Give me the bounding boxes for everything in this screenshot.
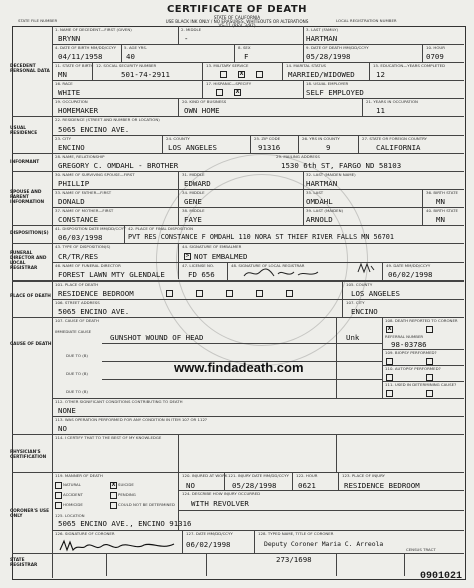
nursing-checkbox xyxy=(256,290,263,297)
injury-date: 05/28/1998 xyxy=(232,481,277,490)
state-of-california: STATE OF CALIFORNIA xyxy=(213,15,261,20)
form-revision: VS-11 (REV. 3/97) xyxy=(218,23,256,28)
manner-undetermined-label: COULD NOT BE DETERMINED xyxy=(118,502,175,507)
mother-last-name: ARNOLD xyxy=(306,215,333,224)
hour-label: 10. HOUR xyxy=(426,45,445,50)
injury-hour: 0621 xyxy=(298,481,316,490)
manner-label: 119. MANNER OF DEATH xyxy=(55,473,103,478)
father-label: 33. NAME OF FATHER—FIRST xyxy=(55,190,112,195)
registrar-label: 48. SIGNATURE OF LOCAL REGISTRAR xyxy=(231,263,305,268)
decedent-race: WHITE xyxy=(58,88,81,97)
manner-accident-checkbox xyxy=(55,492,62,499)
cause-label: 107. CAUSE OF DEATH xyxy=(55,318,99,323)
coroner-date: 06/02/1998 xyxy=(186,540,231,549)
informant-name-label: 28. NAME, RELATIONSHIP xyxy=(55,154,105,159)
operation-performed: NO xyxy=(58,424,67,433)
funeral-license: FD 656 xyxy=(188,270,215,279)
residence-city: ENCINO xyxy=(58,143,85,152)
informant-name: GREGORY C. OMDAHL - BROTHER xyxy=(58,161,179,170)
ssn-label: 12. SOCIAL SECURITY NUMBER xyxy=(96,63,157,68)
ink-instructions: USE BLACK INK ONLY / NO ERASURES, WHITEOUTS OR ALTERATIONS xyxy=(165,19,309,24)
disp-date-label: 41. DISPOSITION DATE MM/DD/CCYY xyxy=(55,226,126,231)
pod-address: 5065 ENCINO AVE. xyxy=(58,307,130,316)
watermark: www.findadeath.com xyxy=(174,360,304,375)
decedent-ssn: 501-74-2911 xyxy=(121,70,170,79)
census-tract-label: CENSUS TRACT xyxy=(406,547,436,552)
other-conditions-label: 112. OTHER SIGNIFICANT CONDITIONS CONTRIBUTING TO DEATH xyxy=(55,399,183,404)
local-registration-label: LOCAL REGISTRATION NUMBER xyxy=(336,18,397,23)
coroner-sig-label: 126. SIGNATURE OF CORONER xyxy=(55,531,115,536)
hispanic-no-checkbox: X xyxy=(235,89,240,95)
cause-interval: Unk xyxy=(346,333,360,342)
facility-address-label: 106. STREET ADDRESS xyxy=(55,300,100,305)
mother-first-name: CONSTANCE xyxy=(58,215,99,224)
residence-county: LOS ANGELES xyxy=(168,143,217,152)
residence-state: CALIFORNIA xyxy=(376,143,421,152)
military-yes-checkbox xyxy=(220,71,227,78)
referral-label: REFERRAL NUMBER xyxy=(385,334,424,339)
manner-homicide-label: HOMICIDE xyxy=(63,502,83,507)
registrar-date: 06/02/1998 xyxy=(388,270,433,279)
injury-description: WITH REVOLVER xyxy=(191,499,249,508)
section-physician: PHYSICIAN'S CERTIFICATION xyxy=(10,450,47,461)
years-occupation-label: 21. YEARS IN OCCUPATION xyxy=(366,99,418,104)
zip-label: 25. ZIP CODE xyxy=(254,136,281,141)
spouse-last-name: HARTMAN xyxy=(306,179,338,188)
due-to-c-label: DUE TO (B) xyxy=(66,371,88,376)
residence-zip: 91316 xyxy=(258,143,281,152)
autopsy-no-checkbox xyxy=(426,374,433,381)
er-checkbox xyxy=(196,290,203,297)
decedent-years-occupation: 11 xyxy=(376,106,385,115)
dod-label: 9. DATE OF DEATH MM/DD/CCYY xyxy=(306,45,369,50)
city-label: 23. CITY xyxy=(55,136,72,141)
injured-work-label: 120. INJURED AT WORK xyxy=(182,473,228,478)
pod-county: LOS ANGELES xyxy=(351,289,400,298)
father-last-name: OMDAHL xyxy=(306,197,333,206)
mother-label: 37. NAME OF MOTHER—FIRST xyxy=(55,208,114,213)
military-no-checkbox: X xyxy=(239,71,244,77)
residence-street: 5065 ENCINO AVE. xyxy=(58,125,130,134)
coroner-date-label: 127. DATE MM/DD/CCYY xyxy=(186,531,233,536)
death-certificate xyxy=(6,4,468,584)
manner-suicide-label: SUICIDE xyxy=(118,482,134,487)
section-coroner: CORONER'S USE ONLY xyxy=(10,509,50,520)
decedent-education: 12 xyxy=(376,70,385,79)
last-name-label: 3. LAST (FAMILY) xyxy=(306,27,339,32)
manner-accident-label: ACCIDENT xyxy=(63,492,83,497)
marital-label: 14. MARITAL STATUS xyxy=(286,63,327,68)
physician-certify-label: 114. I CERTIFY THAT TO THE BEST OF MY KNOWLEDGE xyxy=(55,435,162,440)
section-state-registrar: STATE REGISTRAR xyxy=(10,558,38,569)
age-label: 5. AGE YRS. xyxy=(124,45,148,50)
used-label: 111. USED IN DETERMINING CAUSE? xyxy=(385,382,457,387)
due-to-b-label: DUE TO (B) xyxy=(66,353,88,358)
military-label: 13. MILITARY SERVICE xyxy=(206,63,249,68)
certificate-number: 0901021 xyxy=(419,571,462,582)
fd-name-label: 46. NAME OF FUNERAL DIRECTOR xyxy=(55,263,121,268)
section-cause: CAUSE OF DEATH xyxy=(10,342,52,347)
section-informant: INFORMANT xyxy=(10,160,40,165)
not-embalmed-text: NOT EMBALMED xyxy=(194,252,248,261)
reg-date-label: 49. DATE MM/DD/CCYY xyxy=(386,263,431,268)
hispanic-yes-checkbox xyxy=(216,89,223,96)
disposition-place: PVT RES CONSTANCE F OMDAHL 110 NORA ST THIEF RIVER FALLS MN 56701 xyxy=(128,233,394,241)
county-label: 24. COUNTY xyxy=(166,136,190,141)
immediate-cause: GUNSHOT WOUND OF HEAD xyxy=(110,333,204,342)
spouse-first-name: PHILLIP xyxy=(58,179,90,188)
not-embalmed-checkbox: > xyxy=(185,253,190,259)
used-no-checkbox xyxy=(426,390,433,397)
decedent-employer: SELF EMPLOYED xyxy=(306,88,364,97)
dob-label: 4. DATE OF BIRTH MM/DD/CCYY xyxy=(55,45,117,50)
biopsy-label: 109. BIOPSY PERFORMED? xyxy=(385,350,437,355)
business-label: 20. KIND OF BUSINESS xyxy=(182,99,227,104)
state-file-number-label: STATE FILE NUMBER xyxy=(18,18,58,23)
facility-label: 101. PLACE OF DEATH xyxy=(55,282,99,287)
biopsy-no-checkbox xyxy=(426,358,433,365)
decedent-hour: 0709 xyxy=(426,52,444,61)
operation-label: 113. WAS OPERATION PERFORMED FOR ANY CONDITION IN ITEM 107 OR 112? xyxy=(55,417,207,422)
spouse-label: 30. NAME OF SURVIVING SPOUSE—FIRST xyxy=(55,172,135,177)
manner-pending-checkbox xyxy=(110,492,117,499)
injury-date-label: 121. INJURY DATE MM/DD/CCYY xyxy=(228,473,289,478)
spouse-middle-name: EDWARD xyxy=(184,179,211,188)
father-middle-label: 34. MIDDLE xyxy=(182,190,205,195)
father-first-name: DONALD xyxy=(58,197,85,206)
disp-place-label: 42. PLACE OF FINAL DISPOSITION xyxy=(128,226,194,231)
coroner-signature xyxy=(58,538,178,554)
father-birth-state: MN xyxy=(436,197,445,206)
injury-location: 5065 ENCINO AVE., ENCINO 91316 xyxy=(58,519,192,528)
referral-number: 98-03786 xyxy=(391,340,427,349)
funeral-director: FOREST LAWN MTY GLENDALE xyxy=(58,270,165,279)
manner-pending-label: PENDING xyxy=(118,492,136,497)
mother-middle-name: FAYE xyxy=(184,215,202,224)
spouse-last-label: 32. LAST (MAIDEN NAME) xyxy=(306,172,356,177)
immediate-cause-label: IMMEDIATE CAUSE xyxy=(55,329,92,334)
injury-hour-label: 122. HOUR xyxy=(296,473,318,478)
coroner-file-number: 273/1698 xyxy=(276,555,312,564)
autopsy-yes-checkbox xyxy=(386,374,393,381)
mother-middle-label: 38. MIDDLE xyxy=(182,208,205,213)
section-funeral: FUNERAL DIRECTOR AND LOCAL REGISTRAR xyxy=(10,251,47,272)
father-birth-label: 36. BIRTH STATE xyxy=(426,190,458,195)
decedent-age: 40 xyxy=(126,52,135,61)
occupation-label: 19. OCCUPATION xyxy=(55,99,88,104)
manner-undetermined-checkbox xyxy=(110,502,117,509)
section-place-of-death: PLACE OF DEATH xyxy=(10,294,51,299)
pod-city: ENCINO xyxy=(351,307,378,316)
years-county-label: 26. YRS IN COUNTY xyxy=(302,136,340,141)
injury-place-label: 123. PLACE OF INJURY xyxy=(342,473,385,478)
mother-birth-state: MN xyxy=(436,215,445,224)
certificate-title: CERTIFICATE OF DEATH xyxy=(166,4,308,15)
residence-years-county: 9 xyxy=(326,143,331,152)
manner-natural-label: NATURAL xyxy=(63,482,81,487)
decedent-occupation: HOMEMAKER xyxy=(58,106,99,115)
embalmer-label: 44. SIGNATURE OF EMBALMER xyxy=(182,244,242,249)
residence-checkbox xyxy=(286,290,293,297)
pod-county-label: 105. COUNTY xyxy=(346,282,373,287)
reported-no-checkbox xyxy=(426,326,433,333)
decedent-dod: 05/28/1998 xyxy=(306,52,351,61)
disposition-date: 06/03/1998 xyxy=(58,233,103,242)
license-label: 47. LICENSE NO. xyxy=(182,263,215,268)
reported-yes-checkbox: X xyxy=(387,326,392,332)
injury-place: RESIDENCE BEDROOM xyxy=(344,481,420,490)
section-decedent: DECEDENT PERSONAL DATA xyxy=(10,64,50,75)
due-to-d-label: DUE TO (B) xyxy=(66,389,88,394)
inpatient-checkbox xyxy=(226,290,233,297)
race-label: 16. RACE xyxy=(55,81,73,86)
decedent-middle-name: - xyxy=(184,34,189,43)
registrar-initials xyxy=(356,262,376,274)
sex-label: 8. SEX xyxy=(238,45,251,50)
father-last-label: 35. LAST xyxy=(306,190,324,195)
coroner-name-label: 128. TYPED NAME, TITLE OF CORONER xyxy=(258,531,334,536)
informant-address: 1530 6th ST, FARGO ND 58103 xyxy=(281,161,402,170)
military-unk-checkbox xyxy=(256,71,263,78)
decedent-dob: 04/11/1958 xyxy=(58,52,103,61)
decedent-birth-state: MN xyxy=(58,70,67,79)
residence-label: 22. RESIDENCE (STREET AND NUMBER OR LOCATION) xyxy=(55,117,160,122)
decedent-business: OWN HOME xyxy=(184,106,220,115)
birthplace-label: 11. STATE OF BIRTH xyxy=(55,63,94,68)
spouse-middle-label: 31. MIDDLE xyxy=(182,172,205,177)
used-yes-checkbox xyxy=(386,390,393,397)
education-label: 15. EDUCATION—YEARS COMPLETED xyxy=(373,63,446,68)
father-middle-name: GENE xyxy=(184,197,202,206)
state-label: 27. STATE OR FOREIGN COUNTRY xyxy=(362,136,427,141)
registrar-signature xyxy=(242,266,322,280)
decedent-sex: F xyxy=(244,52,249,61)
manner-homicide-checkbox xyxy=(55,502,62,509)
manner-natural-checkbox xyxy=(55,482,62,489)
autopsy-label: 110. AUTOPSY PERFORMED? xyxy=(385,366,441,371)
biopsy-yes-checkbox xyxy=(386,358,393,365)
mother-last-label: 39. LAST (MAIDEN) xyxy=(306,208,343,213)
disposition-type: CR/TR/RES xyxy=(58,252,99,261)
decedent-last-name: HARTMAN xyxy=(306,34,338,43)
pod-city-label: 107. CITY xyxy=(346,300,365,305)
section-disposition: DISPOSITION(S) xyxy=(10,231,49,236)
reported-label: 108. DEATH REPORTED TO CORONER xyxy=(385,318,458,323)
section-spouse-parent: SPOUSE AND PARENT INFORMATION xyxy=(10,190,45,206)
mother-birth-label: 40. BIRTH STATE xyxy=(426,208,458,213)
first-name-label: 1. NAME OF DECEDENT—FIRST (GIVEN) xyxy=(55,27,132,32)
other-conditions: NONE xyxy=(58,406,76,415)
manner-suicide-checkbox: X xyxy=(111,482,116,488)
injured-at-work: NO xyxy=(186,481,195,490)
informant-address-label: 29. MAILING ADDRESS xyxy=(276,154,320,159)
coroner-name: Deputy Coroner Maria C. Arreola xyxy=(264,540,384,548)
employer-label: 18. USUAL EMPLOYER xyxy=(306,81,349,86)
injury-location-label: 125. LOCATION xyxy=(55,513,85,518)
pod-facility: RESIDENCE BEDROOM xyxy=(58,289,134,298)
decedent-first-name: BRYNN xyxy=(58,34,81,43)
disp-type-label: 43. TYPE OF DISPOSITION(S) xyxy=(55,244,111,249)
section-residence: USUAL RESIDENCE xyxy=(10,126,38,137)
hispanic-label: 17. HISPANIC—SPECIFY xyxy=(206,81,252,86)
hospital-checkbox xyxy=(166,290,173,297)
middle-name-label: 2. MIDDLE xyxy=(181,27,202,32)
decedent-marital-status: MARRIED/WIDOWED xyxy=(288,70,355,79)
injury-desc-label: 124. DESCRIBE HOW INJURY OCCURRED xyxy=(182,491,261,496)
